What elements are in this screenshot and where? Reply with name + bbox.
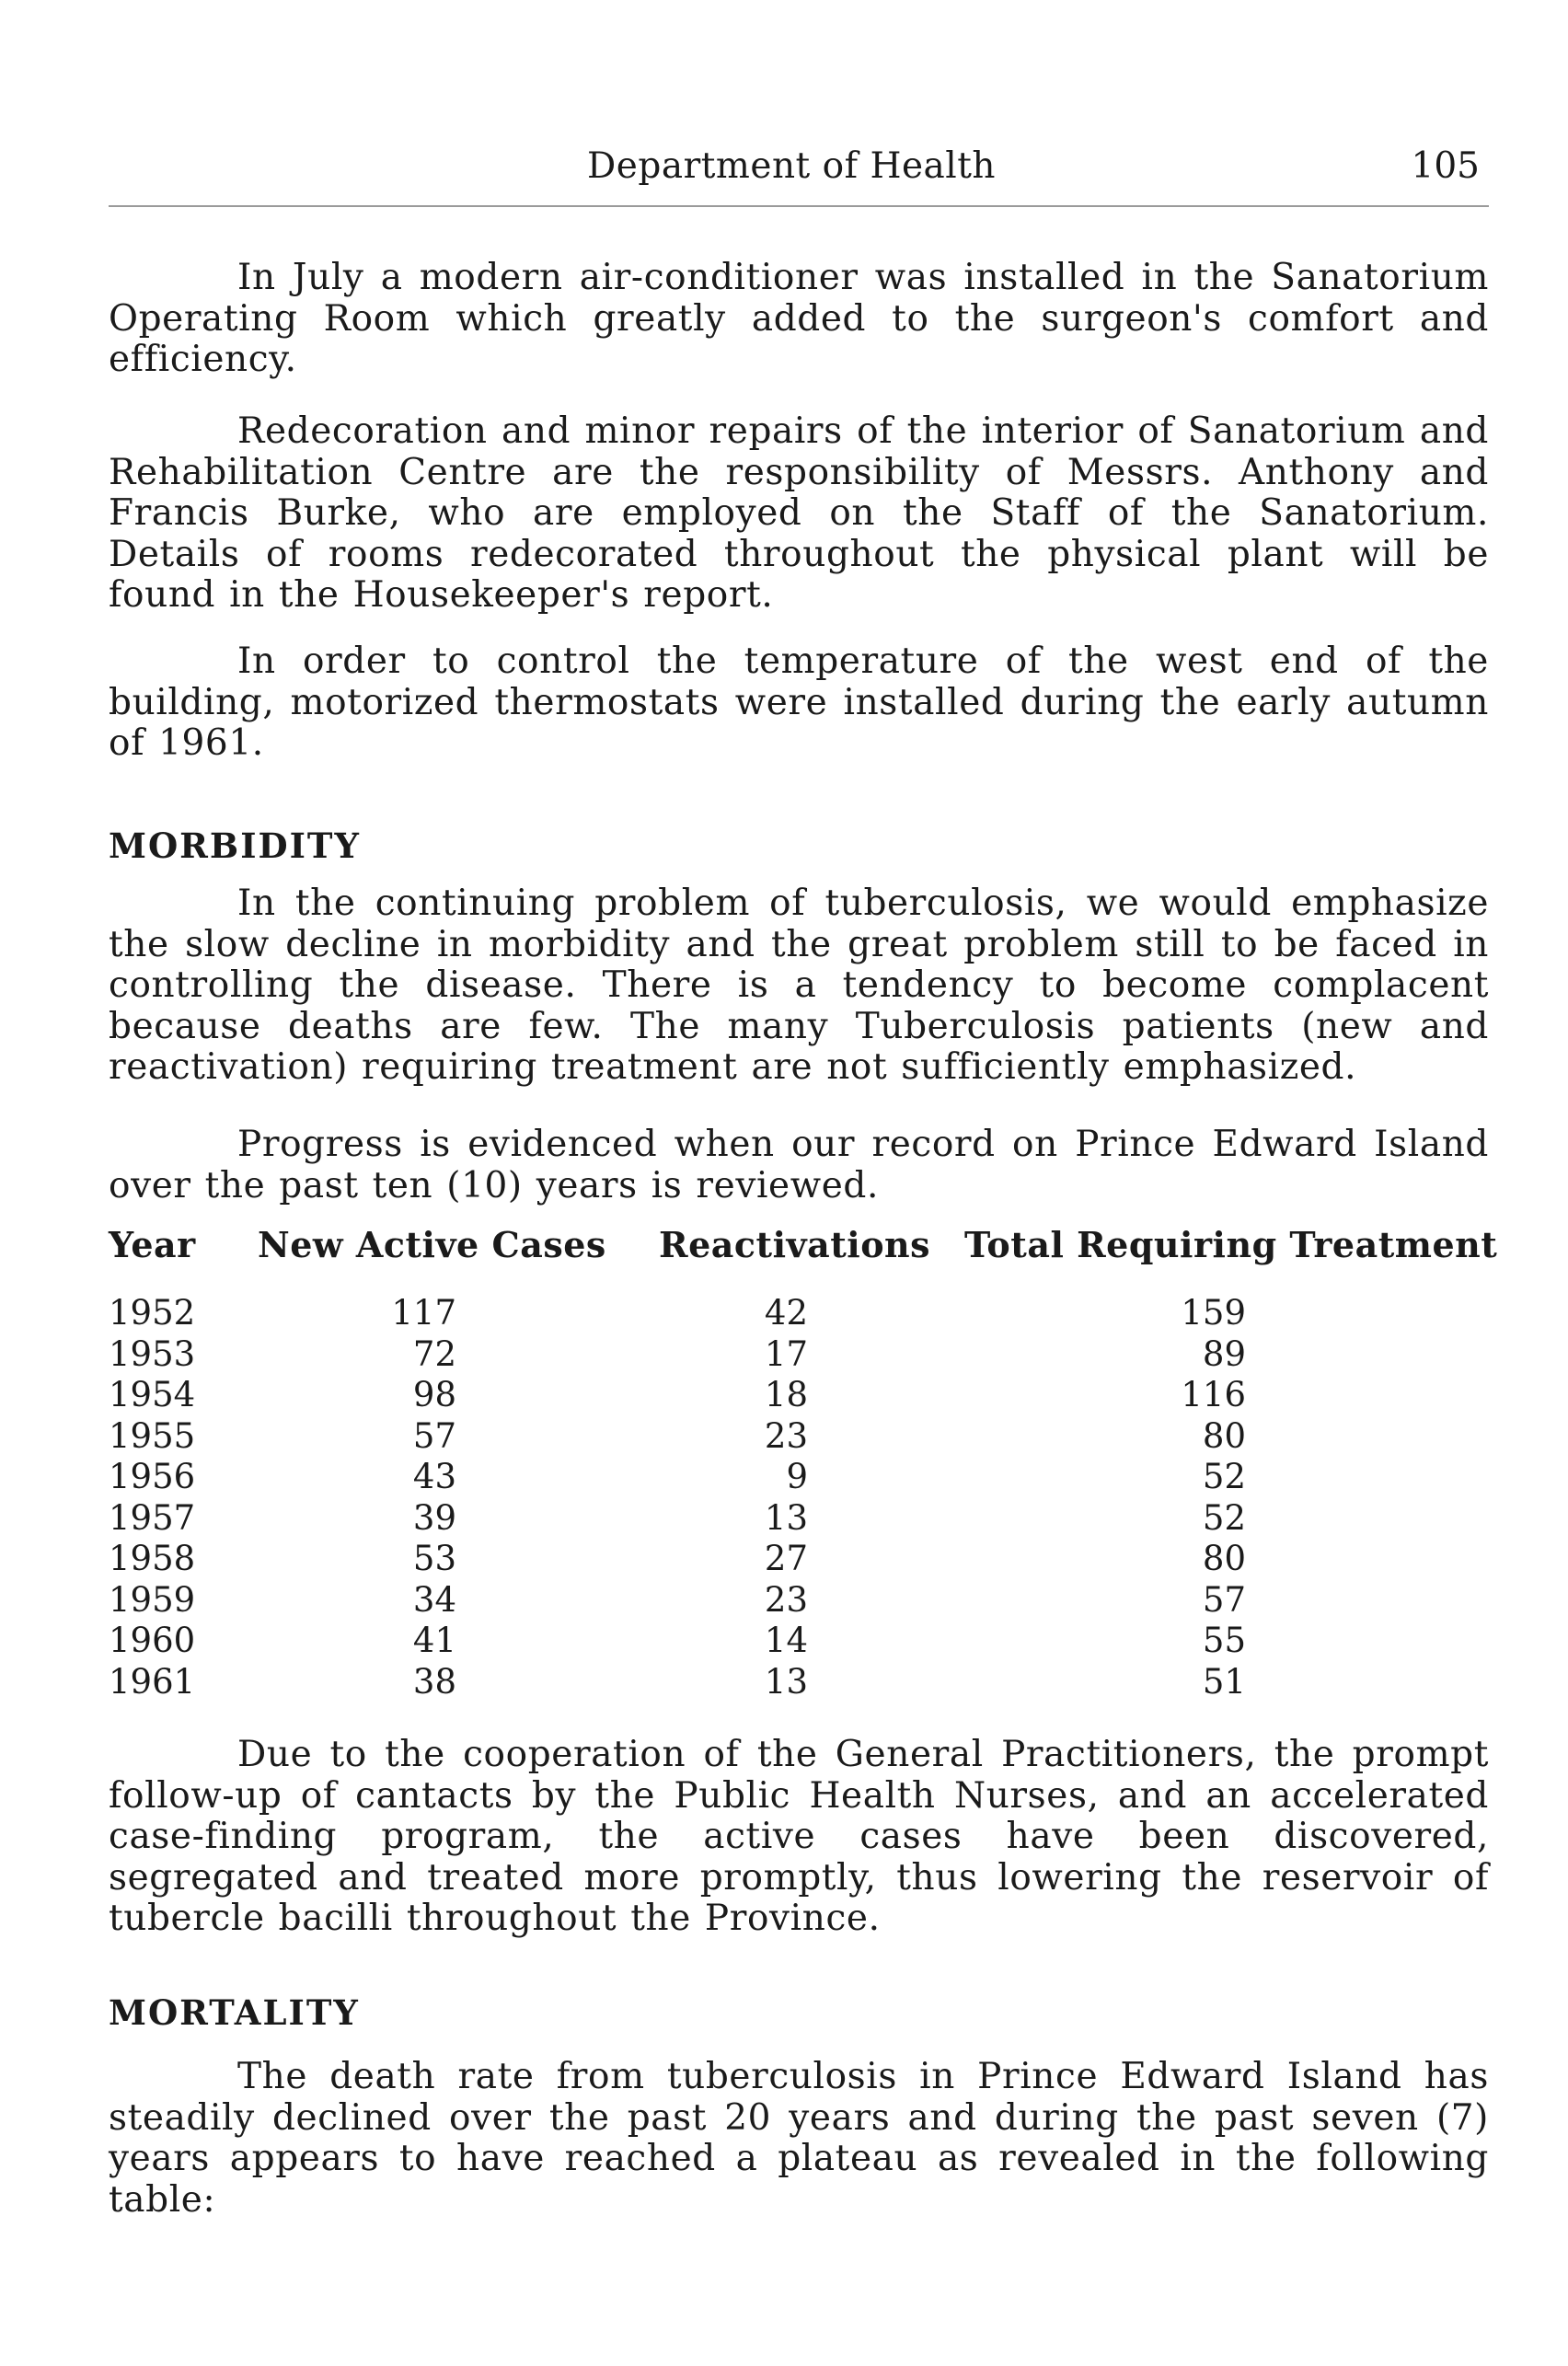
paragraph-morbidity: [109, 883, 1489, 1089]
year-cell: 1957: [109, 1497, 196, 1538]
paragraph-text: Redecoration and minor repairs of the interior of Sanatorium and Rehabilitation Centre are the responsibility of Messrs. Anthony and Francis Burke, who are employed on the Staff of the Sanatorium. Details of rooms redecorated throughout the physical plant will be found in the Housekeeper's report.: [109, 410, 1489, 616]
reactivations-cell: 23: [764, 1415, 808, 1456]
table-row: [109, 1662, 1489, 1703]
paragraph-redecoration: [109, 411, 1489, 617]
reactivations-cell: 23: [764, 1579, 808, 1620]
year-cell: 1952: [109, 1293, 196, 1333]
new-active-cases-cell: 41: [412, 1621, 456, 1660]
tuberculosis-cases-table: [109, 1293, 1489, 1702]
reactivations-cell: 42: [764, 1293, 808, 1333]
table-row: [109, 1457, 1489, 1498]
table-row: [109, 1539, 1489, 1580]
section-heading-mortality: MORTALITY: [109, 1992, 360, 2033]
header-rule: [109, 205, 1489, 207]
table-header-total-requiring-treatment: Total Requiring Treatment: [964, 1224, 1498, 1265]
paragraph-text: In July a modern air-conditioner was installed in the Sanatorium Operating Room which greatly added to the surgeon's comfort and efficiency.: [109, 257, 1489, 380]
table-row: [109, 1621, 1489, 1662]
paragraph-thermostats: [109, 641, 1489, 765]
table-row: [109, 1580, 1489, 1622]
new-active-cases-cell: 98: [412, 1375, 456, 1414]
reactivations-cell: 18: [764, 1375, 808, 1414]
table-header-row: [109, 1224, 1498, 1270]
reactivations-cell: 14: [764, 1621, 808, 1660]
reactivations-cell: 9: [786, 1457, 808, 1496]
header-title: Department of Health: [587, 145, 997, 187]
new-active-cases-cell: 38: [412, 1661, 456, 1702]
paragraph-cooperation: [109, 1735, 1489, 1940]
year-cell: 1961: [109, 1661, 196, 1702]
paragraph-text: The death rate from tuberculosis in Prince Edward Island has steadily declined over the past 20 years and during the past seven (7) years appears to have reached a plateau as revealed in the following table:: [109, 2056, 1489, 2221]
table-row: [109, 1416, 1489, 1458]
reactivations-cell: 17: [764, 1333, 808, 1374]
total-requiring-treatment-cell: 80: [1202, 1415, 1246, 1456]
total-requiring-treatment-cell: 80: [1202, 1539, 1246, 1578]
total-requiring-treatment-cell: 55: [1202, 1621, 1246, 1660]
table-row: [109, 1375, 1489, 1416]
paragraph-text: Due to the cooperation of the General Practitioners, the prompt follow-up of cantacts by the Public Health Nurses, and an accelerated case-finding program, the active cases have been discovered, segregated and treated more promptly, thus lowering the reservoir of tubercle bacilli throughout the Province.: [109, 1734, 1489, 1939]
total-requiring-treatment-cell: 52: [1202, 1457, 1246, 1496]
year-cell: 1954: [109, 1375, 196, 1414]
paragraph-text: In the continuing problem of tuberculosis, we would emphasize the slow decline in morbidity and the great problem still to be faced in controlling the disease. There is a tendency to become complacent because deaths are few. The many Tuberculosis patients (new and reactivation) requiring treatment are not sufficiently emphasized.: [109, 883, 1489, 1088]
total-requiring-treatment-cell: 116: [1181, 1375, 1246, 1414]
reactivations-cell: 13: [764, 1661, 808, 1702]
year-cell: 1953: [109, 1333, 196, 1374]
total-requiring-treatment-cell: 51: [1202, 1661, 1246, 1702]
year-cell: 1956: [109, 1457, 196, 1496]
paragraph-air-conditioner: [109, 258, 1489, 381]
year-cell: 1959: [109, 1579, 196, 1620]
table-row: [109, 1334, 1489, 1376]
total-requiring-treatment-cell: 89: [1202, 1333, 1246, 1374]
page-number: 105: [1411, 145, 1480, 187]
total-requiring-treatment-cell: 52: [1202, 1497, 1246, 1538]
table-row: [109, 1498, 1489, 1540]
year-cell: 1955: [109, 1415, 196, 1456]
paragraph-mortality: [109, 2057, 1489, 2221]
new-active-cases-cell: 34: [412, 1579, 456, 1620]
table-row: [109, 1293, 1489, 1334]
year-cell: 1960: [109, 1621, 196, 1660]
reactivations-cell: 27: [764, 1539, 808, 1578]
paragraph-text: Progress is evidenced when our record on Prince Edward Island over the past ten (10) years is reviewed.: [109, 1124, 1489, 1206]
table-header-new-active-cases: New Active Cases: [258, 1224, 606, 1265]
paragraph-text: In order to control the temperature of the west end of the building, motorized thermostats were installed during the early autumn of 1961.: [109, 641, 1489, 764]
table-header-year: Year: [109, 1224, 196, 1265]
year-cell: 1958: [109, 1539, 196, 1578]
table-header-reactivations: Reactivations: [659, 1224, 931, 1265]
new-active-cases-cell: 57: [412, 1415, 456, 1456]
new-active-cases-cell: 117: [391, 1293, 456, 1333]
new-active-cases-cell: 39: [412, 1497, 456, 1538]
total-requiring-treatment-cell: 159: [1181, 1293, 1246, 1333]
reactivations-cell: 13: [764, 1497, 808, 1538]
new-active-cases-cell: 72: [412, 1333, 456, 1374]
new-active-cases-cell: 43: [412, 1457, 456, 1496]
new-active-cases-cell: 53: [412, 1539, 456, 1578]
total-requiring-treatment-cell: 57: [1202, 1579, 1246, 1620]
running-header: [109, 138, 1489, 193]
paragraph-progress: [109, 1125, 1489, 1206]
section-heading-morbidity: MORBIDITY: [109, 825, 361, 866]
